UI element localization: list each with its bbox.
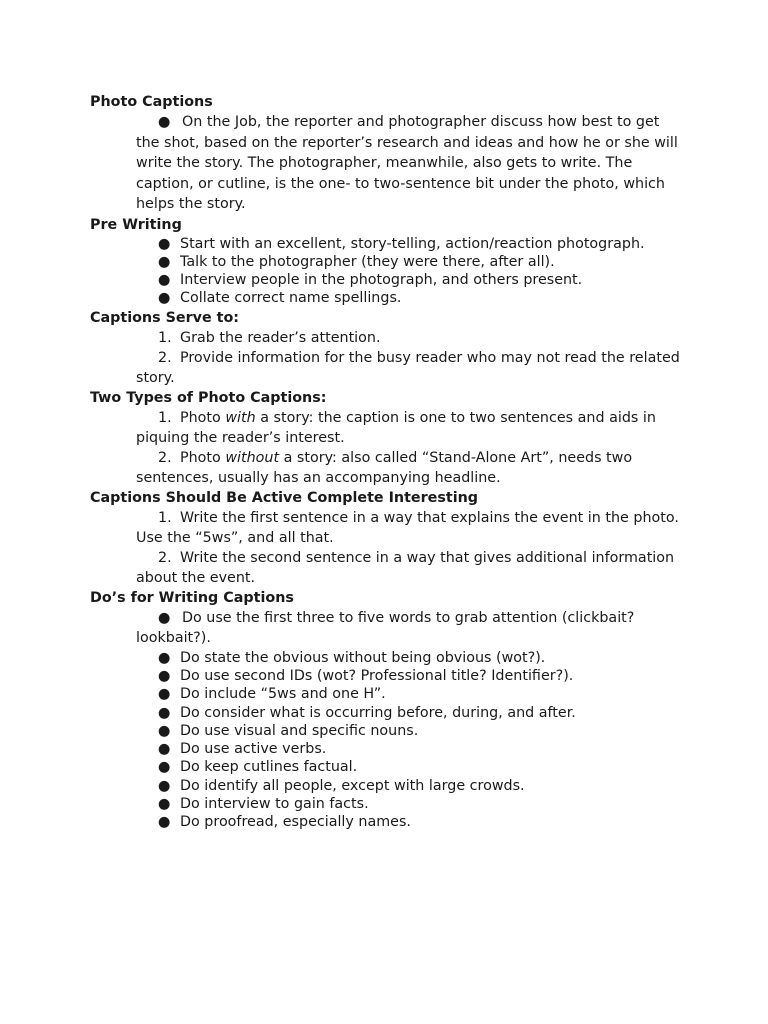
bullet-icon: ● xyxy=(158,667,171,684)
list-item xyxy=(158,758,690,776)
list-item-text: Start with an excellent, story-telling, action/reaction photograph. xyxy=(180,235,645,252)
list-number: 1. xyxy=(158,509,172,526)
list-item xyxy=(158,289,690,307)
list-item-text: Write the second sentence in a way that gives additional information about the event. xyxy=(136,549,675,586)
list-item-text: Photo xyxy=(180,409,226,426)
bullet-icon: ● xyxy=(158,649,171,666)
list-item xyxy=(158,271,690,289)
heading-pre-writing: Pre Writing xyxy=(90,216,182,233)
list-item-text: Write the first sentence in a way that explains the event in the photo. Use the “5ws”, and all that. xyxy=(136,509,679,546)
emphasis-text: without xyxy=(225,449,280,466)
list-item xyxy=(158,649,690,667)
list-item xyxy=(158,667,690,685)
bullet-icon: ● xyxy=(158,686,171,703)
list-number: 2. xyxy=(158,449,172,466)
list-item-text: Photo xyxy=(180,449,226,466)
list-number: 1. xyxy=(158,329,172,346)
heading-captions-serve: Captions Serve to: xyxy=(90,309,240,326)
list-item-text: Do include “5ws and one H”. xyxy=(180,686,386,703)
list-item xyxy=(158,235,690,253)
bullet-icon: ● xyxy=(158,235,171,252)
heading-photo-captions: Photo Captions xyxy=(90,94,213,110)
list-item-text: Grab the reader’s attention. xyxy=(180,329,381,346)
list-item xyxy=(136,328,688,348)
list-item-text: Do use visual and specific nouns. xyxy=(180,722,419,739)
list-item-text: Do use second IDs (wot? Professional title? Identifier?). xyxy=(180,667,574,684)
bullet-icon: ● xyxy=(158,609,171,626)
list-item-text: a story: the caption is one to two sentences and aids in piquing the reader’s interest. xyxy=(136,409,656,446)
photo-captions-text: On the Job, the reporter and photographer discuss how best to get the shot, based on the reporter’s research and ideas and how he or she will write the story. The photographer, meanwhile, also gets to write. The caption, or cutline, is the one- to two-sentence bit under the photo, which helps the story. xyxy=(136,114,678,212)
list-item xyxy=(136,548,688,588)
bullet-icon: ● xyxy=(158,814,171,831)
active-list xyxy=(90,508,690,588)
list-item xyxy=(136,348,688,388)
list-item-text: Do proofread, especially names. xyxy=(180,814,411,831)
list-number: 1. xyxy=(158,409,172,426)
bullet-icon: ● xyxy=(158,741,171,758)
bullet-icon: ● xyxy=(158,114,171,130)
list-item-text: Interview people in the photograph, and others present. xyxy=(180,272,583,289)
emphasis-text: with xyxy=(225,409,256,426)
dos-first-paragraph xyxy=(136,608,684,649)
bullet-icon: ● xyxy=(158,290,171,307)
document-content xyxy=(90,92,690,832)
list-number: 2. xyxy=(158,549,172,566)
dos-list xyxy=(90,649,690,832)
bullet-icon: ● xyxy=(158,759,171,776)
list-item-text: Do keep cutlines factual. xyxy=(180,759,358,776)
list-item xyxy=(136,448,688,488)
list-item-text: Do consider what is occurring before, during, and after. xyxy=(180,704,576,721)
pre-writing-list xyxy=(90,235,690,308)
list-item xyxy=(136,508,688,548)
list-item-text: Do interview to gain facts. xyxy=(180,796,369,813)
list-item xyxy=(158,685,690,703)
list-item xyxy=(158,722,690,740)
list-item-text: Do use the first three to five words to grab attention (clickbait? lookbait?). xyxy=(136,609,635,647)
heading-dos: Do’s for Writing Captions xyxy=(90,589,294,606)
list-item-text: Talk to the photographer (they were there, after all). xyxy=(180,253,555,270)
bullet-icon: ● xyxy=(158,722,171,739)
list-item-text: Provide information for the busy reader who may not read the related story. xyxy=(136,349,680,386)
list-item xyxy=(158,795,690,813)
list-item xyxy=(158,704,690,722)
list-item-text: a story: also called “Stand-Alone Art”, needs two sentences, usually has an accompanying headline. xyxy=(136,449,633,486)
heading-two-types: Two Types of Photo Captions: xyxy=(90,389,327,406)
list-item xyxy=(158,740,690,758)
list-item-text: Do identify all people, except with large crowds. xyxy=(180,777,525,794)
list-item-text: Collate correct name spellings. xyxy=(180,290,402,307)
bullet-icon: ● xyxy=(158,796,171,813)
photo-captions-paragraph xyxy=(136,112,684,215)
list-item xyxy=(158,253,690,271)
bullet-icon: ● xyxy=(158,253,171,270)
captions-serve-list xyxy=(90,328,690,388)
bullet-icon: ● xyxy=(158,777,171,794)
two-types-list xyxy=(90,408,690,488)
heading-active-complete-interesting: Captions Should Be Active Complete Interesting xyxy=(90,489,479,506)
bullet-icon: ● xyxy=(158,272,171,289)
list-item xyxy=(136,408,688,448)
list-item xyxy=(158,777,690,795)
list-number: 2. xyxy=(158,349,172,366)
bullet-icon: ● xyxy=(158,704,171,721)
list-item-text: Do state the obvious without being obvious (wot?). xyxy=(180,649,546,666)
list-item-text: Do use active verbs. xyxy=(180,741,327,758)
list-item xyxy=(158,813,690,831)
